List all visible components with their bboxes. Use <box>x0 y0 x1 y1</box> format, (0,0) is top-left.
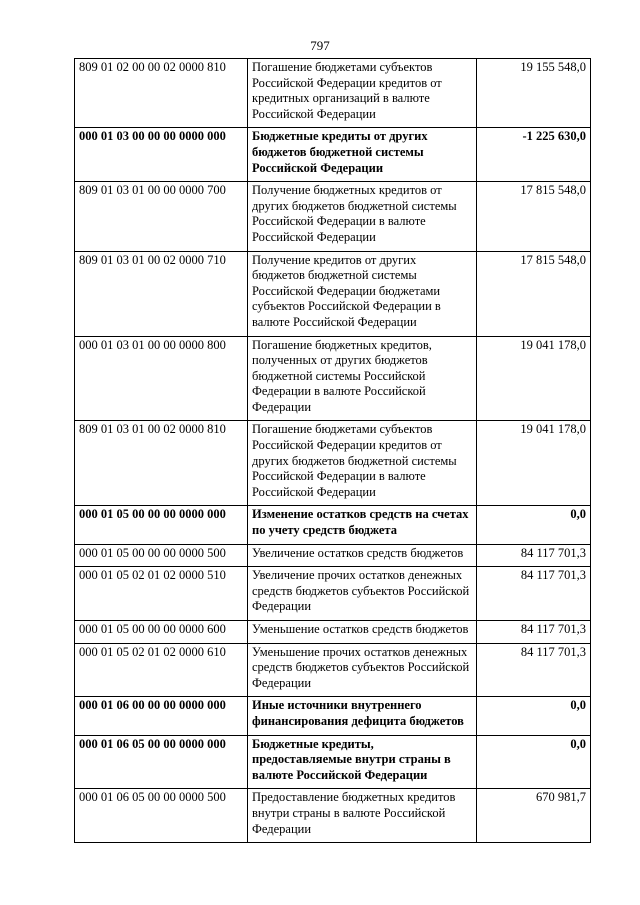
budget-sources-table <box>74 58 591 843</box>
row-amount: 0,0 <box>477 506 591 544</box>
row-name: Уменьшение прочих остатков денежных средств бюджетов субъектов Российской Федерации <box>248 643 477 697</box>
table-row <box>75 697 591 735</box>
table-row <box>75 506 591 544</box>
row-name: Увеличение прочих остатков денежных средств бюджетов субъектов Российской Федерации <box>248 567 477 621</box>
row-amount: 19 041 178,0 <box>477 336 591 421</box>
table-row <box>75 59 591 128</box>
row-code: 000 01 06 05 00 00 0000 000 <box>75 735 248 789</box>
row-amount: 17 815 548,0 <box>477 251 591 336</box>
row-name: Погашение бюджетных кредитов, полученных от других бюджетов бюджетной системы Российской Федерации в валюте Российской Федерации <box>248 336 477 421</box>
row-name: Погашение бюджетами субъектов Российской Федерации кредитов от кредитных организаций в валюте Российской Федерации <box>248 59 477 128</box>
table-row <box>75 544 591 567</box>
row-code: 000 01 03 01 00 00 0000 800 <box>75 336 248 421</box>
row-code: 000 01 03 00 00 00 0000 000 <box>75 128 248 182</box>
row-name: Бюджетные кредиты, предоставляемые внутри страны в валюте Российской Федерации <box>248 735 477 789</box>
row-amount: 84 117 701,3 <box>477 621 591 644</box>
row-name: Уменьшение остатков средств бюджетов <box>248 621 477 644</box>
table-row <box>75 735 591 789</box>
table-row <box>75 789 591 843</box>
table-row <box>75 621 591 644</box>
page-number: 797 <box>310 38 330 53</box>
row-name: Погашение бюджетами субъектов Российской Федерации кредитов от других бюджетов бюджетной системы Российской Федерации в валюте Российской Федерации <box>248 421 477 506</box>
row-code: 000 01 05 02 01 02 0000 510 <box>75 567 248 621</box>
row-amount: 670 981,7 <box>477 789 591 843</box>
table-row <box>75 251 591 336</box>
table-row <box>75 643 591 697</box>
row-amount: 19 155 548,0 <box>477 59 591 128</box>
row-name: Иные источники внутреннего финансирования дефицита бюджетов <box>248 697 477 735</box>
row-name: Получение кредитов от других бюджетов бюджетной системы Российской Федерации бюджетами субъектов Российской Федерации в валюте Российской Федерации <box>248 251 477 336</box>
row-name: Бюджетные кредиты от других бюджетов бюджетной системы Российской Федерации <box>248 128 477 182</box>
row-name: Предоставление бюджетных кредитов внутри страны в валюте Российской Федерации <box>248 789 477 843</box>
row-code: 000 01 06 00 00 00 0000 000 <box>75 697 248 735</box>
row-amount: 0,0 <box>477 697 591 735</box>
row-code: 809 01 03 01 00 02 0000 810 <box>75 421 248 506</box>
row-name: Изменение остатков средств на счетах по учету средств бюджета <box>248 506 477 544</box>
table-row <box>75 567 591 621</box>
table-row <box>75 421 591 506</box>
row-name: Получение бюджетных кредитов от других бюджетов бюджетной системы Российской Федерации в валюте Российской Федерации <box>248 182 477 251</box>
table-row <box>75 128 591 182</box>
row-amount: 84 117 701,3 <box>477 643 591 697</box>
row-name: Увеличение остатков средств бюджетов <box>248 544 477 567</box>
row-code: 809 01 03 01 00 00 0000 700 <box>75 182 248 251</box>
row-code: 000 01 05 02 01 02 0000 610 <box>75 643 248 697</box>
table-row <box>75 182 591 251</box>
row-amount: 0,0 <box>477 735 591 789</box>
row-code: 000 01 06 05 00 00 0000 500 <box>75 789 248 843</box>
row-code: 000 01 05 00 00 00 0000 600 <box>75 621 248 644</box>
row-amount: 84 117 701,3 <box>477 567 591 621</box>
row-code: 809 01 03 01 00 02 0000 710 <box>75 251 248 336</box>
row-code: 809 01 02 00 00 02 0000 810 <box>75 59 248 128</box>
table-row <box>75 336 591 421</box>
row-code: 000 01 05 00 00 00 0000 500 <box>75 544 248 567</box>
row-code: 000 01 05 00 00 00 0000 000 <box>75 506 248 544</box>
row-amount: -1 225 630,0 <box>477 128 591 182</box>
row-amount: 19 041 178,0 <box>477 421 591 506</box>
row-amount: 84 117 701,3 <box>477 544 591 567</box>
row-amount: 17 815 548,0 <box>477 182 591 251</box>
